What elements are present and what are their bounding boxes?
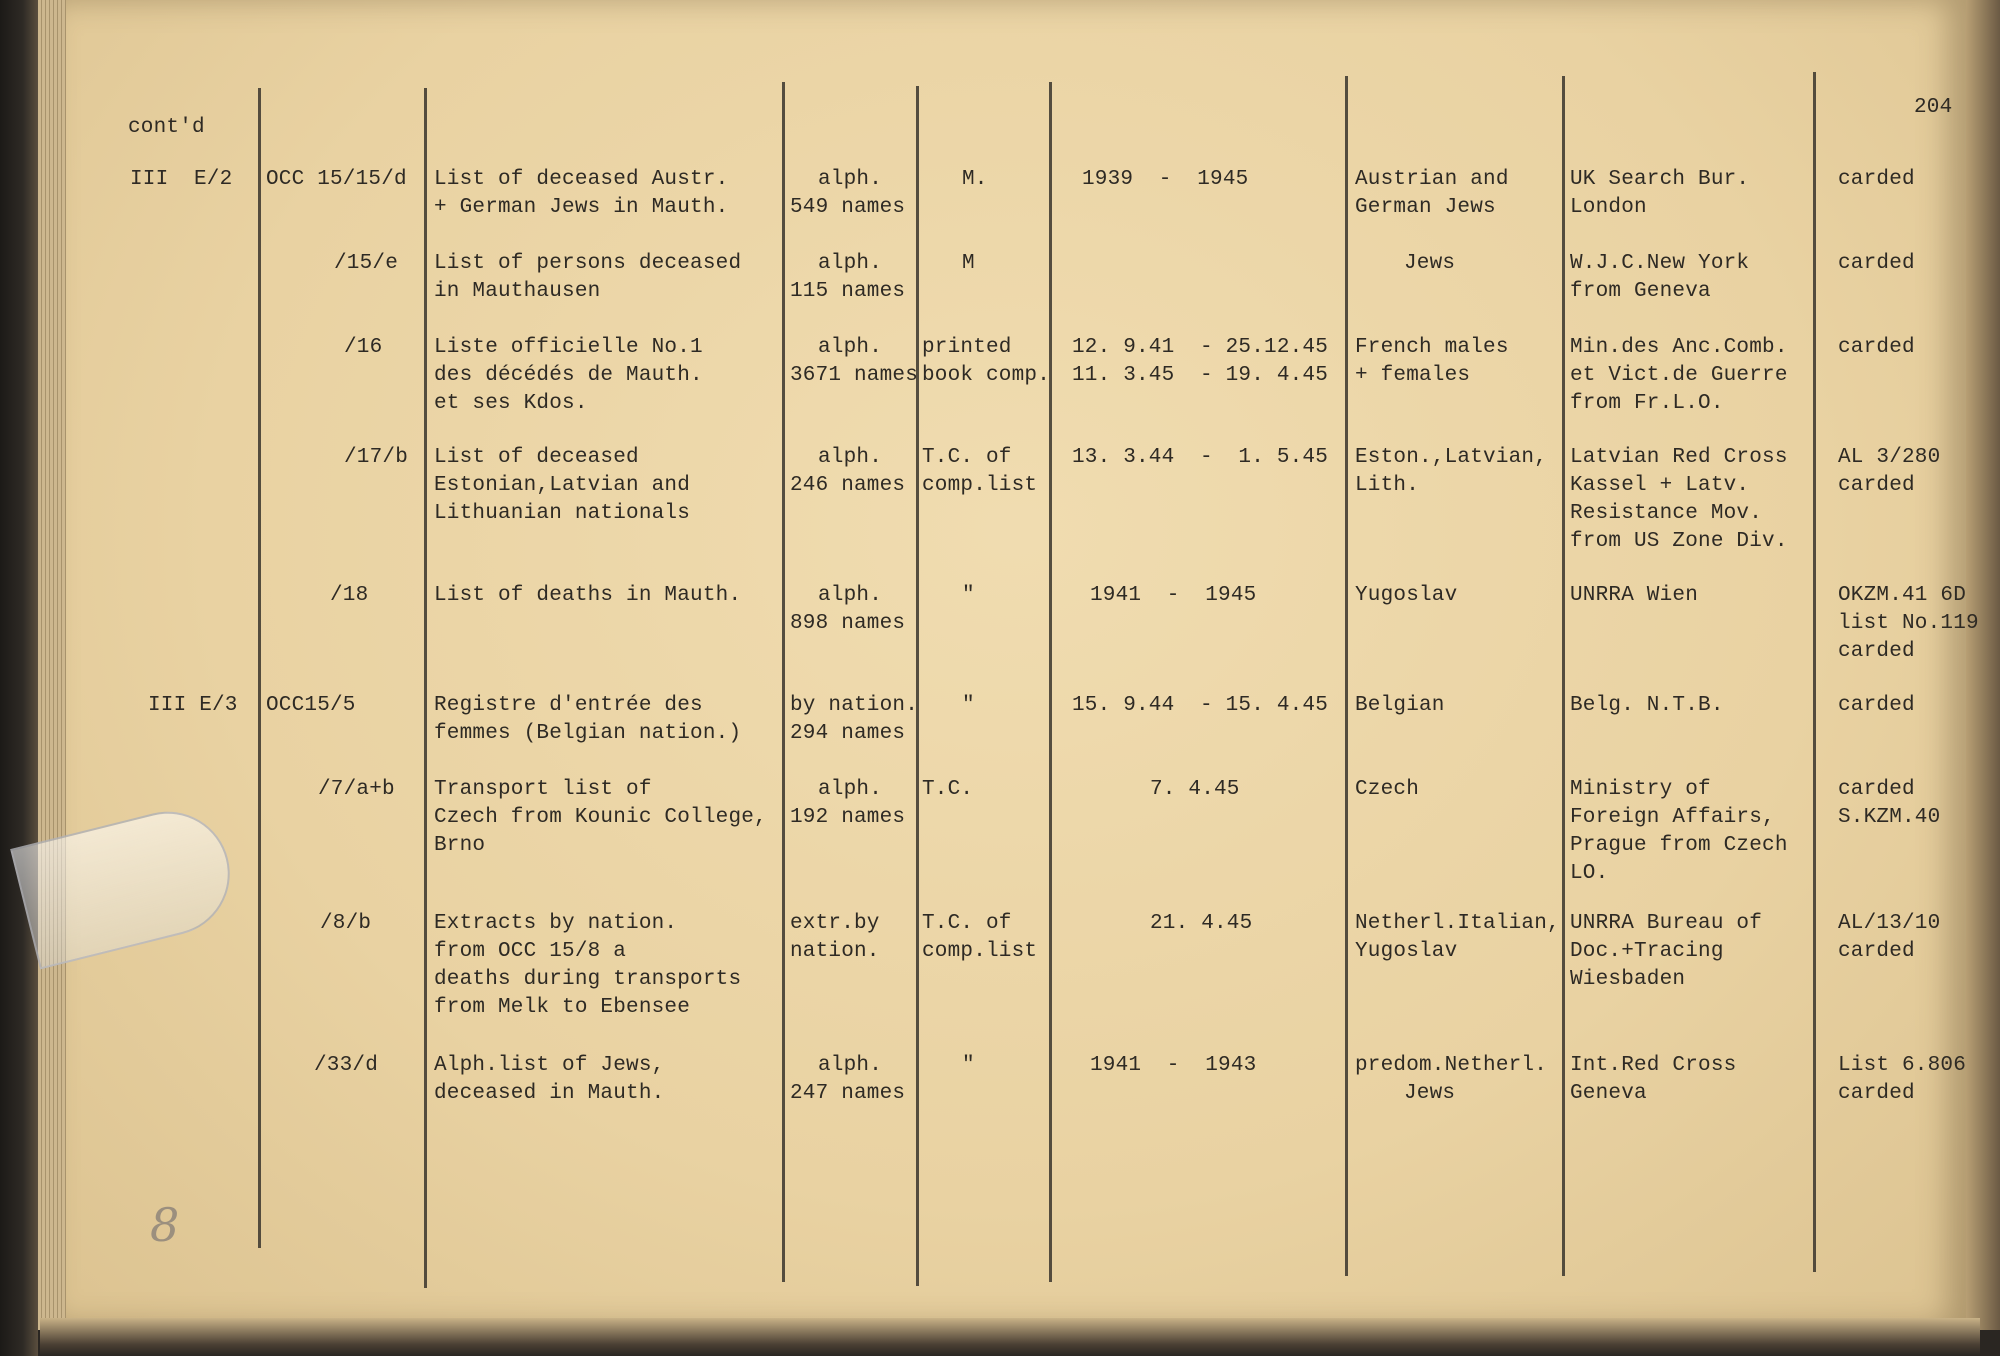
source: Kassel + Latv.: [1570, 474, 1750, 497]
source: LO.: [1570, 862, 1609, 885]
source: UNRRA Bureau of: [1570, 912, 1763, 935]
right-page-edge: [1966, 0, 2000, 1330]
reference-number: /16: [344, 336, 383, 359]
reference-number: OCC 15/15/d: [266, 168, 407, 191]
source: Latvian Red Cross: [1570, 446, 1788, 469]
notes: list No.119: [1838, 612, 1979, 635]
document-form: ": [962, 694, 975, 717]
document-form: comp.list: [922, 940, 1038, 963]
source: Belg. N.T.B.: [1570, 694, 1724, 717]
document-title: Registre d'entrée des: [434, 694, 703, 717]
source: et Vict.de Guerre: [1570, 364, 1788, 387]
column-rule: [424, 88, 427, 1288]
date-range: 11. 3.45 - 19. 4.45: [1072, 364, 1329, 387]
document-title: et ses Kdos.: [434, 392, 588, 415]
arrangement: alph.: [818, 446, 883, 469]
document-form: printed: [922, 336, 1012, 359]
reference-number: /15/e: [334, 252, 399, 275]
arrangement: 549 names: [790, 196, 906, 219]
source: UNRRA Wien: [1570, 584, 1699, 607]
arrangement: 3671 names: [790, 364, 919, 387]
document-title: List of deaths in Mauth.: [434, 584, 742, 607]
source: Geneva: [1570, 1082, 1647, 1105]
arrangement: alph.: [818, 778, 883, 801]
reference-number: /7/a+b: [318, 778, 395, 801]
document-title: Czech from Kounic College,: [434, 806, 767, 829]
nationality: French males: [1355, 336, 1509, 359]
arrangement: alph.: [818, 584, 883, 607]
bottom-page-edge: [40, 1318, 1980, 1356]
arrangement: by nation.: [790, 694, 919, 717]
notes: carded: [1838, 474, 1915, 497]
source: Prague from Czech: [1570, 834, 1788, 857]
date-range: 13. 3.44 - 1. 5.45: [1072, 446, 1329, 469]
source: Ministry of: [1570, 778, 1711, 801]
document-title: Transport list of: [434, 778, 652, 801]
reference-number: /17/b: [344, 446, 409, 469]
nationality: Belgian: [1355, 694, 1445, 717]
document-title: List of persons deceased: [434, 252, 742, 275]
nationality: predom.Netherl.: [1355, 1054, 1548, 1077]
nationality: Eston.,Latvian,: [1355, 446, 1548, 469]
arrangement: 898 names: [790, 612, 906, 635]
arrangement: alph.: [818, 168, 883, 191]
document-form: comp.list: [922, 474, 1038, 497]
column-rule: [258, 88, 261, 1248]
notes: carded: [1838, 336, 1915, 359]
series-code: III E/3: [148, 694, 238, 717]
notes: carded: [1838, 940, 1915, 963]
page-number: 204: [1914, 96, 1953, 119]
document-title: from OCC 15/8 a: [434, 940, 627, 963]
notes: S.KZM.40: [1838, 806, 1941, 829]
document-title: in Mauthausen: [434, 280, 601, 303]
nationality: Austrian and: [1355, 168, 1509, 191]
source: Wiesbaden: [1570, 968, 1686, 991]
arrangement: 246 names: [790, 474, 906, 497]
reference-number: /33/d: [314, 1054, 379, 1077]
document-title: Brno: [434, 834, 486, 857]
notes: List 6.806: [1838, 1054, 1967, 1077]
nationality: Jews: [1404, 1082, 1456, 1105]
source: UK Search Bur.: [1570, 168, 1750, 191]
document-form: M.: [962, 168, 988, 191]
arrangement: 192 names: [790, 806, 906, 829]
reference-number: /18: [330, 584, 369, 607]
document-form: book comp.: [922, 364, 1051, 387]
source: Min.des Anc.Comb.: [1570, 336, 1788, 359]
document-title: deaths during transports: [434, 968, 742, 991]
date-range: 1939 - 1945: [1082, 168, 1249, 191]
pencil-mark: 8: [150, 1198, 180, 1252]
date-range: 15. 9.44 - 15. 4.45: [1072, 694, 1329, 717]
continued-label: cont'd: [128, 116, 205, 139]
arrangement: extr.by: [790, 912, 880, 935]
date-range: 1941 - 1943: [1090, 1054, 1257, 1077]
notes: carded: [1838, 252, 1915, 275]
ledger-page: [66, 0, 1966, 1325]
document-form: T.C. of: [922, 912, 1012, 935]
source: from Fr.L.O.: [1570, 392, 1724, 415]
source: London: [1570, 196, 1647, 219]
source: Doc.+Tracing: [1570, 940, 1724, 963]
document-title: Lithuanian nationals: [434, 502, 691, 525]
arrangement: 294 names: [790, 722, 906, 745]
notes: carded: [1838, 168, 1915, 191]
nationality: Jews: [1404, 252, 1456, 275]
date-range: 21. 4.45: [1150, 912, 1253, 935]
arrangement: alph.: [818, 336, 883, 359]
document-form: ": [962, 1054, 975, 1077]
document-title: Estonian,Latvian and: [434, 474, 691, 497]
book-binding: [0, 0, 38, 1356]
document-title: from Melk to Ebensee: [434, 996, 691, 1019]
nationality: Yugoslav: [1355, 584, 1458, 607]
source: Resistance Mov.: [1570, 502, 1763, 525]
notes: AL/13/10: [1838, 912, 1941, 935]
nationality: Lith.: [1355, 474, 1420, 497]
notes: carded: [1838, 640, 1915, 663]
notes: OKZM.41 6D: [1838, 584, 1967, 607]
notes: AL 3/280: [1838, 446, 1941, 469]
column-rule: [916, 86, 919, 1286]
nationality: German Jews: [1355, 196, 1496, 219]
document-title: List of deceased Austr.: [434, 168, 729, 191]
arrangement: 115 names: [790, 280, 906, 303]
date-range: 1941 - 1945: [1090, 584, 1257, 607]
column-rule: [1813, 72, 1816, 1272]
nationality: Yugoslav: [1355, 940, 1458, 963]
nationality: + females: [1355, 364, 1471, 387]
document-form: T.C.: [922, 778, 974, 801]
source: Foreign Affairs,: [1570, 806, 1775, 829]
document-title: + German Jews in Mauth.: [434, 196, 729, 219]
arrangement: nation.: [790, 940, 880, 963]
document-title: Extracts by nation.: [434, 912, 678, 935]
notes: carded: [1838, 778, 1915, 801]
arrangement: alph.: [818, 1054, 883, 1077]
column-rule: [1562, 76, 1565, 1276]
document-form: T.C. of: [922, 446, 1012, 469]
document-title: Liste officielle No.1: [434, 336, 703, 359]
notes: carded: [1838, 1082, 1915, 1105]
nationality: Netherl.Italian,: [1355, 912, 1560, 935]
document-title: femmes (Belgian nation.): [434, 722, 742, 745]
column-rule: [1345, 76, 1348, 1276]
source: W.J.C.New York: [1570, 252, 1750, 275]
series-code: III E/2: [130, 168, 233, 191]
source: Int.Red Cross: [1570, 1054, 1737, 1077]
reference-number: OCC15/5: [266, 694, 356, 717]
document-title: Alph.list of Jews,: [434, 1054, 665, 1077]
column-rule: [1049, 82, 1052, 1282]
document-title: List of deceased: [434, 446, 639, 469]
source: from Geneva: [1570, 280, 1711, 303]
document-form: ": [962, 584, 975, 607]
date-range: 7. 4.45: [1150, 778, 1240, 801]
document-form: M: [962, 252, 975, 275]
arrangement: alph.: [818, 252, 883, 275]
date-range: 12. 9.41 - 25.12.45: [1072, 336, 1329, 359]
reference-number: /8/b: [320, 912, 372, 935]
source: from US Zone Div.: [1570, 530, 1788, 553]
notes: carded: [1838, 694, 1915, 717]
nationality: Czech: [1355, 778, 1420, 801]
arrangement: 247 names: [790, 1082, 906, 1105]
document-title: deceased in Mauth.: [434, 1082, 665, 1105]
column-rule: [782, 82, 785, 1282]
document-title: des décédés de Mauth.: [434, 364, 703, 387]
